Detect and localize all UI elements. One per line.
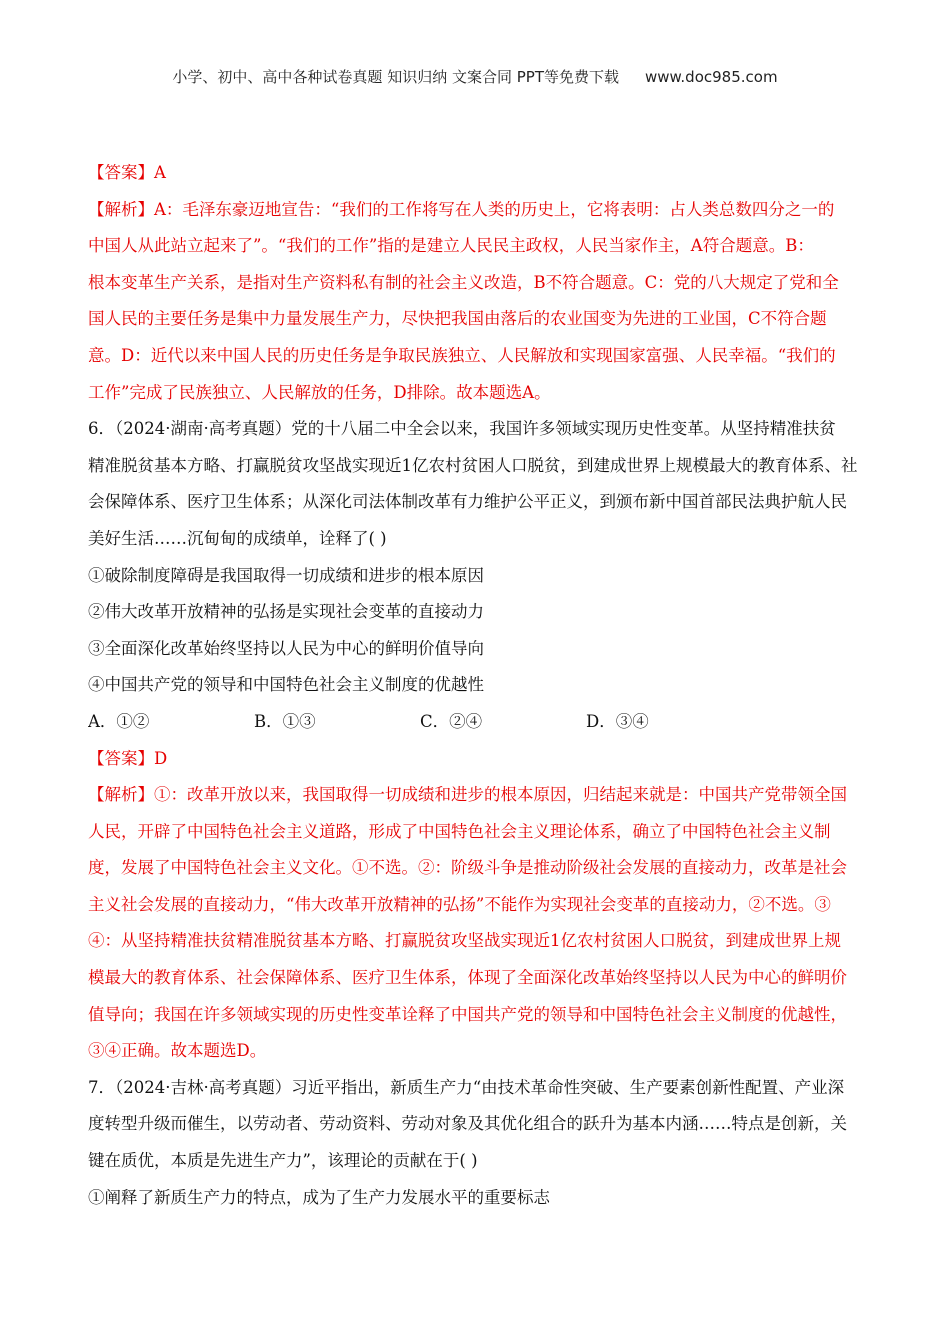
q6-analysis-line: 模最大的教育体系、社会保障体系、医疗卫生体系，体现了全面深化改革始终坚持以人民为中心的鲜明价 <box>88 968 847 988</box>
q5-analysis-line: 【解析】A：毛泽东豪迈地宣告：“我们的工作将写在人类的历史上，它将表明：占人类总数四分之一的 <box>88 199 835 219</box>
q6-statement: ①破除制度障碍是我国取得一切成绩和进步的根本原因 <box>88 565 484 585</box>
q5-analysis-line: 工作”完成了民族独立、人民解放的任务，D排除。故本题选A。 <box>88 382 551 402</box>
header-site-link[interactable]: www.doc985.com <box>644 68 778 86</box>
q6-analysis-line: ④：从坚持精准扶贫精准脱贫基本方略、打赢脱贫攻坚战实现近1亿农村贫困人口脱贫，到建成世界上规 <box>88 931 841 951</box>
q7-statement: ①阐释了新质生产力的特点，成为了生产力发展水平的重要标志 <box>88 1187 550 1207</box>
q6-option-b: B．①③ <box>254 711 316 731</box>
q6-analysis-line: 主义社会发展的直接动力，“伟大改革开放精神的弘扬”不能作为实现社会变革的直接动力，②不选。③ <box>88 894 831 914</box>
q6-statement: ④中国共产党的领导和中国特色社会主义制度的优越性 <box>88 675 484 695</box>
q6-analysis-line: ③④正确。故本题选D。 <box>88 1041 267 1061</box>
q6-stem-line: 精准脱贫基本方略、打赢脱贫攻坚战实现近1亿农村贫困人口脱贫，到建成世界上规模最大的教育体系、社 <box>88 455 858 475</box>
q6-statement: ③全面深化改革始终坚持以人民为中心的鲜明价值导向 <box>88 638 484 658</box>
q7-stem-line: 度转型升级而催生，以劳动者、劳动资料、劳动对象及其优化组合的跃升为基本内涵……特点是创新，关 <box>88 1114 847 1134</box>
q6-analysis-line: 度，发展了中国特色社会主义文化。①不选。②：阶级斗争是推动阶级社会发展的直接动力，改革是社会 <box>88 858 847 878</box>
q6-option-a: A．①② <box>88 711 150 731</box>
q6-options <box>88 704 866 741</box>
q6-stem-line: 6．（2024·湖南·高考真题）党的十八届二中全会以来，我国许多领域实现历史性变革。从坚持精准扶贫 <box>88 419 836 439</box>
q7-stem-line: 键在质优，本质是先进生产力”，该理论的贡献在于( ) <box>88 1151 478 1171</box>
q5-analysis-line: 中国人从此站立起来了”。“我们的工作”指的是建立人民民主政权，人民当家作主，A符合题意。B： <box>88 236 814 256</box>
q5-analysis-line: 国人民的主要任务是集中力量发展生产力，尽快把我国由落后的农业国变为先进的工业国，C不符合题 <box>88 309 827 329</box>
document-body <box>88 155 866 1216</box>
q6-option-d: D．③④ <box>586 711 649 731</box>
q6-statement: ②伟大改革开放精神的弘扬是实现社会变革的直接动力 <box>88 602 484 622</box>
q6-analysis-line: 人民，开辟了中国特色社会主义道路，形成了中国特色社会主义理论体系，确立了中国特色社会主义制 <box>88 821 831 841</box>
q6-analysis-line: 值导向；我国在许多领域实现的历史性变革诠释了中国共产党的领导和中国特色社会主义制度的优越性， <box>88 1004 847 1024</box>
header-slogan: 小学、初中、高中各种试卷真题 知识归纳 文案合同 PPT等免费下载 <box>172 68 619 86</box>
q7-stem-line: 7．（2024·吉林·高考真题）习近平指出，新质生产力“由技术革命性突破、生产要素创新性配置、产业深 <box>88 1077 845 1097</box>
q6-stem-line: 会保障体系、医疗卫生体系；从深化司法体制改革有力维护公平正义，到颁布新中国首部民法典护航人民 <box>88 492 847 512</box>
q6-answer: 【答案】D <box>88 748 168 768</box>
q6-stem-line: 美好生活……沉甸甸的成绩单，诠释了( ) <box>88 528 387 548</box>
q5-answer: 【答案】A <box>88 163 166 182</box>
page-header <box>0 66 950 87</box>
q5-analysis-line: 根本变革生产关系，是指对生产资料私有制的社会主义改造，B不符合题意。C：党的八大规定了党和全 <box>88 272 839 292</box>
q6-option-c: C．②④ <box>420 711 483 731</box>
q6-analysis-line: 【解析】①：改革开放以来，我国取得一切成绩和进步的根本原因，归结起来就是：中国共产党带领全国 <box>88 785 847 805</box>
q5-analysis-line: 意。D：近代以来中国人民的历史任务是争取民族独立、人民解放和实现国家富强、人民幸福。“我们的 <box>88 345 836 365</box>
